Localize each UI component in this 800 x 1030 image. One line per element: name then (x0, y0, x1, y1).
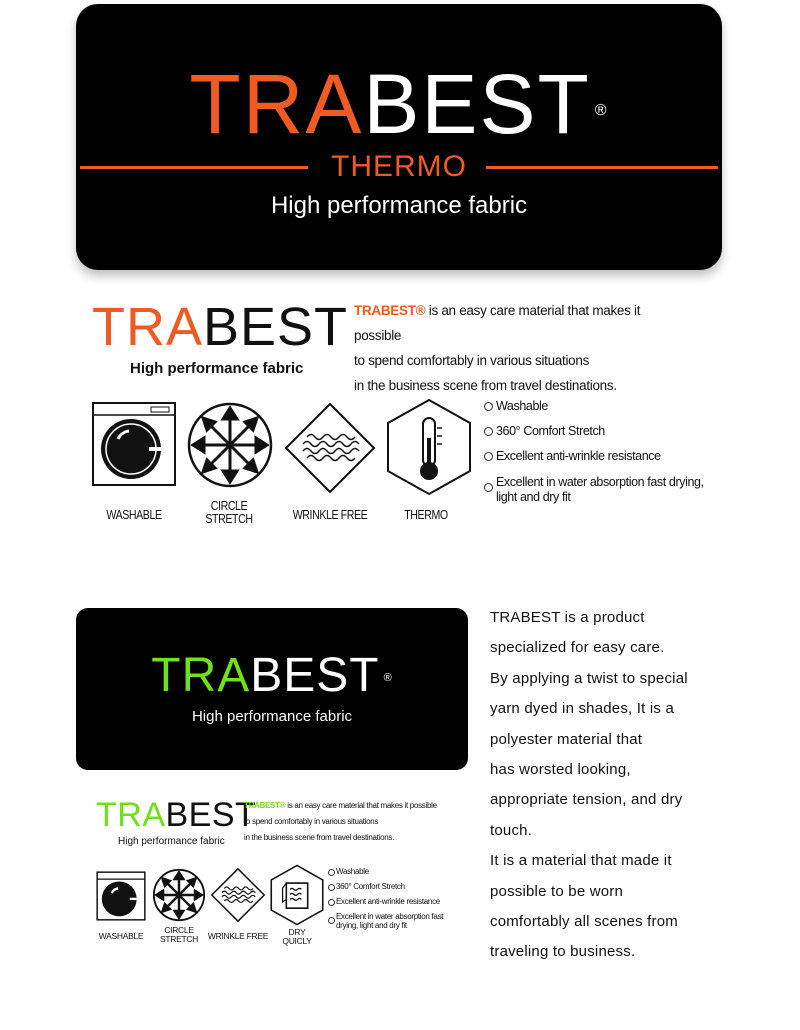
icon-label-washable: WASHABLE (106, 508, 162, 522)
feature-item: Washable (484, 394, 704, 419)
icon-label-dry-quickly: DRY QUICLY (282, 927, 312, 946)
circle-stretch-icon (152, 868, 206, 922)
feature-item: Excellent in water absorption fast drying, light and dry fit (328, 912, 448, 930)
hero-logo (76, 57, 722, 151)
description-line: polyester material that (490, 730, 643, 748)
section1-desc-line: is an easy care material that makes it possible (354, 303, 641, 343)
section2-desc-line: to spend comfortably in various situations (244, 817, 379, 826)
icon-label-wrinkle-free: WRINKLE FREE (292, 508, 368, 522)
product-description (490, 603, 740, 968)
feature-item: 360° Comfort Stretch (328, 879, 448, 894)
description-line: possible to be worn (490, 882, 624, 900)
washable-icon (91, 401, 177, 487)
secondary-banner (76, 608, 468, 770)
feature-item: 360° Comfort Stretch (484, 419, 704, 444)
hero-brand-part1: TRA (189, 57, 364, 151)
description-line: By applying a twist to special (490, 669, 688, 687)
section1-brand-part2: BEST (203, 297, 349, 357)
icon-label-circle-stretch: CIRCLE STRETCH (205, 499, 253, 526)
section1-desc-line: to spend comfortably in various situations (354, 353, 590, 368)
section1-tagline: High performance fabric (130, 360, 304, 377)
banner2-tagline: High performance fabric (191, 708, 353, 725)
dry-quickly-icon (270, 864, 324, 926)
icon-label-wrinkle-free: WRINKLE FREE (207, 931, 269, 941)
icon-label-washable: WASHABLE (98, 931, 144, 941)
section1-desc-mark: TRABEST® (354, 303, 426, 318)
description-line: specialized for easy care. (490, 639, 665, 657)
section2-logo (96, 798, 256, 847)
hero-subtitle: THERMO (331, 150, 467, 183)
thermometer-icon (386, 398, 472, 496)
circle-stretch-icon (186, 401, 274, 489)
feature-item: Washable (328, 864, 448, 879)
section1-description (354, 298, 684, 398)
section1-logo (92, 297, 349, 377)
feature-item: Excellent in water absorption fast drying, light and dry fit (484, 475, 704, 505)
registered-mark: ® (594, 102, 609, 119)
section2-brand-part2: BEST (165, 796, 257, 834)
description-line: TRABEST is a product (490, 609, 645, 626)
section2-tagline: High performance fabric (118, 836, 225, 847)
section1-feature-list (484, 394, 704, 505)
description-line: It is a material that made it (490, 852, 672, 870)
description-line: yarn dyed in shades, It is a (490, 700, 675, 718)
icon-label-thermo: THERMO (404, 508, 448, 522)
banner2-brand-part2: BEST (250, 649, 380, 702)
description-line: touch. (490, 821, 533, 839)
section1-brand-part1: TRA (92, 297, 203, 357)
section2-brand-part1: TRA (96, 796, 166, 834)
wrinkle-free-icon (283, 401, 377, 495)
section1-desc-line: in the business scene from travel destinations. (354, 378, 617, 393)
hero-brand-part2: BEST (363, 57, 591, 151)
banner2-logo (76, 649, 468, 702)
registered-mark: ® (383, 672, 393, 684)
section2-feature-list (328, 864, 448, 930)
section2-description (244, 798, 444, 846)
icon-label-circle-stretch: CIRCLE STRETCH (159, 925, 199, 944)
section2-desc-line: is an easy care material that makes it possible (287, 801, 437, 810)
feature-item: Excellent anti-wrinkle resistance (328, 894, 448, 909)
hero-banner (76, 4, 722, 270)
description-line: comfortably all scenes from (490, 913, 678, 931)
washable-icon (96, 870, 146, 922)
description-line: has worsted looking, (490, 761, 631, 779)
wrinkle-free-icon (210, 866, 266, 924)
description-line: appropriate tension, and dry (490, 791, 683, 809)
banner2-brand-part1: TRA (151, 649, 251, 702)
section2-desc-line: in the business scene from travel destinations. (244, 833, 394, 842)
section2-desc-mark: TRABEST® (244, 801, 286, 810)
description-line: traveling to business. (490, 943, 636, 961)
hero-tagline: High performance fabric (270, 192, 528, 219)
feature-item: Excellent anti-wrinkle resistance (484, 444, 704, 469)
